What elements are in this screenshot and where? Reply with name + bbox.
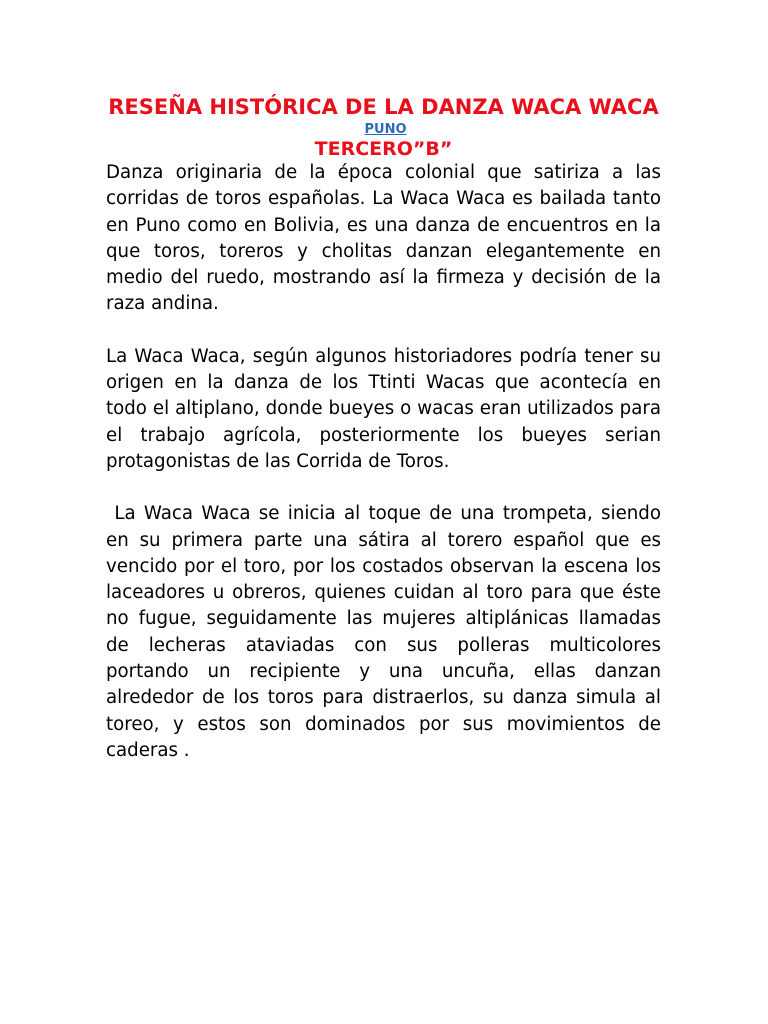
paragraph-3: La Waca Waca se inicia al toque de una trompeta, siendo en su primera parte una sátira al torero español que es vencido por el toro, por los costados observan la escena los laceadores u obreros, quienes cuidan al toro para que éste no fugue, seguidamente las mujeres altiplánicas llamadas de lecheras ataviadas con sus polleras multicolores portando un recipiente y una uncuña, ellas danzan alrededor de los toros para distraerlos, su danza simula al toreo, y estos son dominados por sus movimientos de caderas . [106,503,667,761]
paragraph-gap [106,318,661,344]
paragraph-2: La Waca Waca, según algunos historiadores podría tener su origen en la danza de los Ttinti Wacas que acontecía en todo el altiplano, donde bueyes o wacas eran utilizados para el trabajo agrícola, posteriormente los bueyes serian protagonistas de las Corrida de Toros. [106,345,661,472]
document-subtitle: TERCERO”B” [314,138,453,160]
puno-link[interactable]: PUNO [364,122,407,137]
document-title: RESEÑA HISTÓRICA DE LA DANZA WACA WACA [108,95,659,119]
puno-link-wrapper [106,122,661,138]
paragraph-1: Danza originaria de la época colonial que satiriza a las corridas de toros españolas. La Waca Waca es bailada tanto en Puno como en Bolivia, es una danza de encuentros en la que toros, toreros y cholitas danzan elegantemente en medio del ruedo, mostrando así la firmeza y decisión de la raza andina. [106,162,661,315]
document-page [106,88,667,764]
paragraph-gap [106,475,661,501]
